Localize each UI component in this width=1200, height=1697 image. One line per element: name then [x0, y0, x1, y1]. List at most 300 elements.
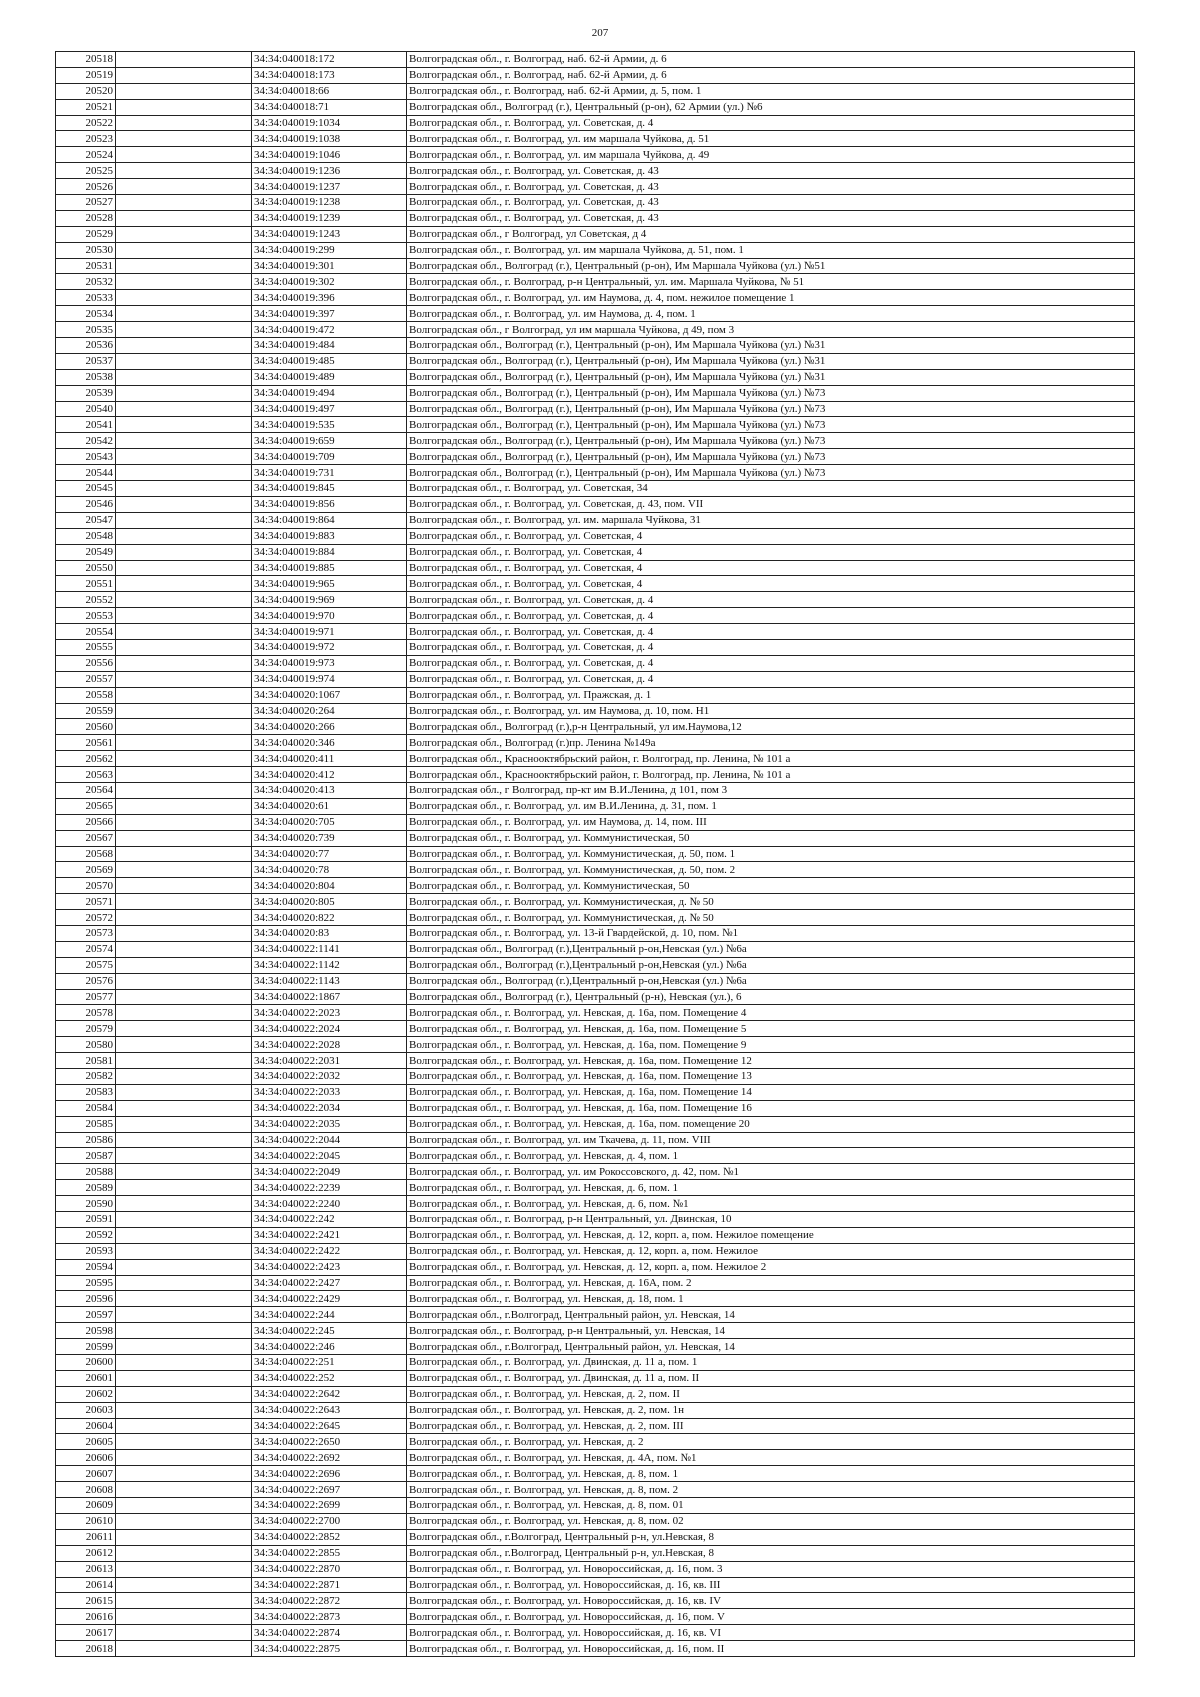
empty-cell — [116, 226, 252, 242]
table-row — [56, 274, 1135, 290]
table-row — [56, 1418, 1135, 1434]
cadastral-number-cell: 34:34:040022:242 — [252, 1212, 407, 1228]
table-row — [56, 1132, 1135, 1148]
empty-cell — [116, 147, 252, 163]
cadastral-number-cell: 34:34:040019:856 — [252, 496, 407, 512]
cadastral-number-cell: 34:34:040022:2429 — [252, 1291, 407, 1307]
address-cell: Волгоградская обл., г. Волгоград, ул. Невская, д. 4, пом. 1 — [407, 1148, 1135, 1164]
cadastral-number-cell: 34:34:040022:2423 — [252, 1259, 407, 1275]
address-cell: Волгоградская обл., Волгоград (г.), Центральный (р-он), Им Маршала Чуйкова (ул.) №31 — [407, 338, 1135, 354]
empty-cell — [116, 1100, 252, 1116]
row-number-cell: 20558 — [56, 687, 116, 703]
address-cell: Волгоградская обл., г. Волгоград, ул. им. маршала Чуйкова, 31 — [407, 512, 1135, 528]
empty-cell — [116, 592, 252, 608]
empty-cell — [116, 1370, 252, 1386]
empty-cell — [116, 608, 252, 624]
empty-cell — [116, 353, 252, 369]
row-number-cell: 20594 — [56, 1259, 116, 1275]
table-row — [56, 449, 1135, 465]
cadastral-number-cell: 34:34:040022:2642 — [252, 1386, 407, 1402]
cadastral-number-cell: 34:34:040019:972 — [252, 639, 407, 655]
address-cell: Волгоградская обл., г. Волгоград, ул. 13-й Гвардейской, д. 10, пом. №1 — [407, 925, 1135, 941]
empty-cell — [116, 1069, 252, 1085]
cadastral-number-cell: 34:34:040022:2700 — [252, 1513, 407, 1529]
table-row — [56, 560, 1135, 576]
row-number-cell: 20595 — [56, 1275, 116, 1291]
row-number-cell: 20546 — [56, 496, 116, 512]
empty-cell — [116, 878, 252, 894]
address-cell: Волгоградская обл., г. Волгоград, ул. Коммунистическая, д. 50, пом. 1 — [407, 846, 1135, 862]
row-number-cell: 20536 — [56, 338, 116, 354]
address-cell: Волгоградская обл., Волгоград (г.)пр. Ленина №149а — [407, 735, 1135, 751]
cadastral-number-cell: 34:34:040022:2044 — [252, 1132, 407, 1148]
empty-cell — [116, 624, 252, 640]
empty-cell — [116, 639, 252, 655]
address-cell: Волгоградская обл., г. Волгоград, р-н Центральный, ул. Невская, 14 — [407, 1323, 1135, 1339]
cadastral-number-cell: 34:34:040019:494 — [252, 385, 407, 401]
cadastral-number-cell: 34:34:040019:1237 — [252, 179, 407, 195]
address-cell: Волгоградская обл., г. Волгоград, ул. Советская, д. 43 — [407, 195, 1135, 211]
cadastral-number-cell: 34:34:040020:346 — [252, 735, 407, 751]
table-row — [56, 624, 1135, 640]
cadastral-number-cell: 34:34:040022:2650 — [252, 1434, 407, 1450]
table-row — [56, 1577, 1135, 1593]
table-row — [56, 1005, 1135, 1021]
table-row — [56, 878, 1135, 894]
table-row — [56, 1355, 1135, 1371]
empty-cell — [116, 258, 252, 274]
cadastral-number-cell: 34:34:040022:251 — [252, 1355, 407, 1371]
empty-cell — [116, 703, 252, 719]
empty-cell — [116, 369, 252, 385]
table-row — [56, 1450, 1135, 1466]
row-number-cell: 20578 — [56, 1005, 116, 1021]
cadastral-number-cell: 34:34:040019:299 — [252, 242, 407, 258]
address-cell: Волгоградская обл., Волгоград (г.),Центральный р-он,Невская (ул.) №6а — [407, 973, 1135, 989]
empty-cell — [116, 528, 252, 544]
table-row — [56, 1100, 1135, 1116]
cadastral-number-cell: 34:34:040020:822 — [252, 910, 407, 926]
cadastral-number-cell: 34:34:040022:2427 — [252, 1275, 407, 1291]
table-row — [56, 1402, 1135, 1418]
row-number-cell: 20616 — [56, 1609, 116, 1625]
table-row — [56, 131, 1135, 147]
address-cell: Волгоградская обл., г. Волгоград, ул. Коммунистическая, 50 — [407, 830, 1135, 846]
empty-cell — [116, 767, 252, 783]
row-number-cell: 20521 — [56, 99, 116, 115]
cadastral-number-cell: 34:34:040022:2028 — [252, 1037, 407, 1053]
cadastral-number-cell: 34:34:040019:1243 — [252, 226, 407, 242]
row-number-cell: 20611 — [56, 1529, 116, 1545]
address-cell: Волгоградская обл., Волгоград (г.),р-н Центральный, ул им.Наумова,12 — [407, 719, 1135, 735]
address-cell: Волгоградская обл., г.Волгоград, Центральный район, ул. Невская, 14 — [407, 1339, 1135, 1355]
cadastral-number-cell: 34:34:040022:2031 — [252, 1053, 407, 1069]
row-number-cell: 20518 — [56, 52, 116, 68]
table-row — [56, 989, 1135, 1005]
address-cell: Волгоградская обл., г. Волгоград, ул. Невская, д. 8, пом. 02 — [407, 1513, 1135, 1529]
row-number-cell: 20559 — [56, 703, 116, 719]
table-row — [56, 941, 1135, 957]
row-number-cell: 20571 — [56, 894, 116, 910]
cadastral-number-cell: 34:34:040019:731 — [252, 465, 407, 481]
row-number-cell: 20581 — [56, 1053, 116, 1069]
address-cell: Волгоградская обл., г. Волгоград, ул. им маршала Чуйкова, д. 49 — [407, 147, 1135, 163]
table-row — [56, 1291, 1135, 1307]
address-cell: Волгоградская обл., г. Волгоград, ул. Невская, д. 16а, пом. Помещение 14 — [407, 1084, 1135, 1100]
empty-cell — [116, 1148, 252, 1164]
address-cell: Волгоградская обл., г. Волгоград, ул. им маршала Чуйкова, д. 51, пом. 1 — [407, 242, 1135, 258]
address-cell: Волгоградская обл., Волгоград (г.), Центральный (р-он), Им Маршала Чуйкова (ул.) №73 — [407, 417, 1135, 433]
cadastral-number-cell: 34:34:040022:1867 — [252, 989, 407, 1005]
table-row — [56, 544, 1135, 560]
empty-cell — [116, 99, 252, 115]
table-row — [56, 1339, 1135, 1355]
row-number-cell: 20580 — [56, 1037, 116, 1053]
address-cell: Волгоградская обл., г. Волгоград, ул. Пражская, д. 1 — [407, 687, 1135, 703]
address-cell: Волгоградская обл., г. Волгоград, наб. 62-й Армии, д. 6 — [407, 67, 1135, 83]
row-number-cell: 20615 — [56, 1593, 116, 1609]
row-number-cell: 20614 — [56, 1577, 116, 1593]
address-cell: Волгоградская обл., г. Волгоград, ул. Невская, д. 2, пом. 1н — [407, 1402, 1135, 1418]
table-row — [56, 322, 1135, 338]
address-cell: Волгоградская обл., г. Волгоград, ул. Коммунистическая, д. 50, пом. 2 — [407, 862, 1135, 878]
empty-cell — [116, 210, 252, 226]
empty-cell — [116, 179, 252, 195]
table-row — [56, 1561, 1135, 1577]
address-cell: Волгоградская обл., г. Волгоград, ул. Новороссийская, д. 16, кв. IV — [407, 1593, 1135, 1609]
cadastral-number-cell: 34:34:040022:2035 — [252, 1116, 407, 1132]
row-number-cell: 20551 — [56, 576, 116, 592]
row-number-cell: 20529 — [56, 226, 116, 242]
table-row — [56, 814, 1135, 830]
empty-cell — [116, 401, 252, 417]
table-row — [56, 385, 1135, 401]
cadastral-number-cell: 34:34:040020:705 — [252, 814, 407, 830]
row-number-cell: 20566 — [56, 814, 116, 830]
empty-cell — [116, 751, 252, 767]
address-cell: Волгоградская обл., г. Волгоград, р-н Центральный, ул. им. Маршала Чуйкова, № 51 — [407, 274, 1135, 290]
empty-cell — [116, 925, 252, 941]
row-number-cell: 20527 — [56, 195, 116, 211]
empty-cell — [116, 735, 252, 751]
table-row — [56, 52, 1135, 68]
address-cell: Волгоградская обл., Волгоград (г.), Центральный (р-он), Им Маршала Чуйкова (ул.) №31 — [407, 353, 1135, 369]
empty-cell — [116, 195, 252, 211]
address-cell: Волгоградская обл., Краснооктябрьский район, г. Волгоград, пр. Ленина, № 101 а — [407, 767, 1135, 783]
row-number-cell: 20547 — [56, 512, 116, 528]
table-row — [56, 179, 1135, 195]
cadastral-number-cell: 34:34:040019:971 — [252, 624, 407, 640]
address-cell: Волгоградская обл., г. Волгоград, ул. Советская, д. 4 — [407, 592, 1135, 608]
cadastral-number-cell: 34:34:040022:2696 — [252, 1466, 407, 1482]
empty-cell — [116, 1625, 252, 1641]
address-cell: Волгоградская обл., г. Волгоград, ул. Невская, д. 2 — [407, 1434, 1135, 1450]
address-cell: Волгоградская обл., г. Волгоград, ул. Невская, д. 12, корп. а, пом. Нежилое 2 — [407, 1259, 1135, 1275]
table-row — [56, 639, 1135, 655]
cadastral-number-cell: 34:34:040022:2045 — [252, 1148, 407, 1164]
address-cell: Волгоградская обл., Волгоград (г.),Центральный р-он,Невская (ул.) №6а — [407, 957, 1135, 973]
table-row — [56, 401, 1135, 417]
row-number-cell: 20525 — [56, 163, 116, 179]
address-cell: Волгоградская обл., г. Волгоград, ул. Советская, д. 4 — [407, 639, 1135, 655]
empty-cell — [116, 1021, 252, 1037]
row-number-cell: 20583 — [56, 1084, 116, 1100]
empty-cell — [116, 862, 252, 878]
empty-cell — [116, 1212, 252, 1228]
table-row — [56, 1196, 1135, 1212]
cadastral-number-cell: 34:34:040019:302 — [252, 274, 407, 290]
address-cell: Волгоградская обл., г. Волгоград, ул. Советская, д. 4 — [407, 624, 1135, 640]
empty-cell — [116, 1513, 252, 1529]
empty-cell — [116, 1243, 252, 1259]
cadastral-number-cell: 34:34:040019:965 — [252, 576, 407, 592]
cadastral-number-cell: 34:34:040022:2873 — [252, 1609, 407, 1625]
cadastral-number-cell: 34:34:040019:883 — [252, 528, 407, 544]
cadastral-number-cell: 34:34:040019:1236 — [252, 163, 407, 179]
empty-cell — [116, 306, 252, 322]
address-cell: Волгоградская обл., г. Волгоград, ул. Советская, д. 4 — [407, 608, 1135, 624]
table-row — [56, 1641, 1135, 1657]
cadastral-number-cell: 34:34:040019:659 — [252, 433, 407, 449]
row-number-cell: 20550 — [56, 560, 116, 576]
registry-table — [55, 51, 1135, 1657]
address-cell: Волгоградская обл., г Волгоград, ул им маршала Чуйкова, д 49, пом 3 — [407, 322, 1135, 338]
address-cell: Волгоградская обл., г. Волгоград, ул. Советская, 4 — [407, 560, 1135, 576]
address-cell: Волгоградская обл., г. Волгоград, ул. Советская, д. 43, пом. VII — [407, 496, 1135, 512]
cadastral-number-cell: 34:34:040022:252 — [252, 1370, 407, 1386]
cadastral-number-cell: 34:34:040020:411 — [252, 751, 407, 767]
row-number-cell: 20593 — [56, 1243, 116, 1259]
table-row — [56, 1609, 1135, 1625]
cadastral-number-cell: 34:34:040018:172 — [252, 52, 407, 68]
table-row — [56, 1307, 1135, 1323]
empty-cell — [116, 83, 252, 99]
table-row — [56, 687, 1135, 703]
cadastral-number-cell: 34:34:040019:1038 — [252, 131, 407, 147]
empty-cell — [116, 1418, 252, 1434]
address-cell: Волгоградская обл., г. Волгоград, ул. Коммунистическая, д. № 50 — [407, 910, 1135, 926]
row-number-cell: 20553 — [56, 608, 116, 624]
row-number-cell: 20567 — [56, 830, 116, 846]
empty-cell — [116, 1323, 252, 1339]
empty-cell — [116, 1593, 252, 1609]
cadastral-number-cell: 34:34:040022:2692 — [252, 1450, 407, 1466]
row-number-cell: 20542 — [56, 433, 116, 449]
address-cell: Волгоградская обл., г. Волгоград, ул. Новороссийская, д. 16, пом. II — [407, 1641, 1135, 1657]
address-cell: Волгоградская обл., г. Волгоград, ул. Новороссийская, д. 16, пом. 3 — [407, 1561, 1135, 1577]
empty-cell — [116, 131, 252, 147]
row-number-cell: 20549 — [56, 544, 116, 560]
address-cell: Волгоградская обл., г.Волгоград, Центральный район, ул. Невская, 14 — [407, 1307, 1135, 1323]
table-row — [56, 910, 1135, 926]
table-row — [56, 1116, 1135, 1132]
address-cell: Волгоградская обл., г. Волгоград, ул. Невская, д. 16А, пом. 2 — [407, 1275, 1135, 1291]
cadastral-number-cell: 34:34:040019:885 — [252, 560, 407, 576]
cadastral-number-cell: 34:34:040022:2697 — [252, 1482, 407, 1498]
row-number-cell: 20606 — [56, 1450, 116, 1466]
cadastral-number-cell: 34:34:040019:1238 — [252, 195, 407, 211]
table-row — [56, 163, 1135, 179]
cadastral-number-cell: 34:34:040022:2874 — [252, 1625, 407, 1641]
row-number-cell: 20617 — [56, 1625, 116, 1641]
row-number-cell: 20522 — [56, 115, 116, 131]
table-row — [56, 655, 1135, 671]
cadastral-number-cell: 34:34:040020:412 — [252, 767, 407, 783]
row-number-cell: 20552 — [56, 592, 116, 608]
empty-cell — [116, 1402, 252, 1418]
address-cell: Волгоградская обл., г. Волгоград, ул. Новороссийская, д. 16, пом. V — [407, 1609, 1135, 1625]
cadastral-number-cell: 34:34:040018:173 — [252, 67, 407, 83]
address-cell: Волгоградская обл., г. Волгоград, ул. Невская, д. 4А, пом. №1 — [407, 1450, 1135, 1466]
cadastral-number-cell: 34:34:040020:77 — [252, 846, 407, 862]
empty-cell — [116, 115, 252, 131]
cadastral-number-cell: 34:34:040019:709 — [252, 449, 407, 465]
empty-cell — [116, 465, 252, 481]
table-row — [56, 925, 1135, 941]
table-row — [56, 369, 1135, 385]
row-number-cell: 20585 — [56, 1116, 116, 1132]
empty-cell — [116, 1275, 252, 1291]
row-number-cell: 20609 — [56, 1498, 116, 1514]
row-number-cell: 20557 — [56, 671, 116, 687]
row-number-cell: 20600 — [56, 1355, 116, 1371]
table-row — [56, 481, 1135, 497]
row-number-cell: 20587 — [56, 1148, 116, 1164]
address-cell: Волгоградская обл., г. Волгоград, р-н Центральный, ул. Двинская, 10 — [407, 1212, 1135, 1228]
empty-cell — [116, 1641, 252, 1657]
row-number-cell: 20554 — [56, 624, 116, 640]
empty-cell — [116, 496, 252, 512]
row-number-cell: 20589 — [56, 1180, 116, 1196]
cadastral-number-cell: 34:34:040022:2049 — [252, 1164, 407, 1180]
cadastral-number-cell: 34:34:040018:66 — [252, 83, 407, 99]
row-number-cell: 20531 — [56, 258, 116, 274]
empty-cell — [116, 1434, 252, 1450]
address-cell: Волгоградская обл., г. Волгоград, ул. Советская, д. 4 — [407, 671, 1135, 687]
row-number-cell: 20603 — [56, 1402, 116, 1418]
table-row — [56, 894, 1135, 910]
address-cell: Волгоградская обл., г. Волгоград, ул. Советская, 4 — [407, 576, 1135, 592]
row-number-cell: 20555 — [56, 639, 116, 655]
row-number-cell: 20599 — [56, 1339, 116, 1355]
address-cell: Волгоградская обл., г. Волгоград, ул. Невская, д. 8, пом. 01 — [407, 1498, 1135, 1514]
cadastral-number-cell: 34:34:040022:2643 — [252, 1402, 407, 1418]
row-number-cell: 20598 — [56, 1323, 116, 1339]
cadastral-number-cell: 34:34:040019:1239 — [252, 210, 407, 226]
empty-cell — [116, 1561, 252, 1577]
cadastral-number-cell: 34:34:040022:2240 — [252, 1196, 407, 1212]
row-number-cell: 20537 — [56, 353, 116, 369]
cadastral-number-cell: 34:34:040019:969 — [252, 592, 407, 608]
row-number-cell: 20524 — [56, 147, 116, 163]
table-row — [56, 1370, 1135, 1386]
row-number-cell: 20545 — [56, 481, 116, 497]
address-cell: Волгоградская обл., г. Волгоград, ул. Невская, д. 16а, пом. помещение 20 — [407, 1116, 1135, 1132]
row-number-cell: 20582 — [56, 1069, 116, 1085]
row-number-cell: 20586 — [56, 1132, 116, 1148]
table-row — [56, 1227, 1135, 1243]
row-number-cell: 20588 — [56, 1164, 116, 1180]
address-cell: Волгоградская обл., Волгоград (г.), Центральный (р-он), Им Маршала Чуйкова (ул.) №31 — [407, 369, 1135, 385]
empty-cell — [116, 941, 252, 957]
row-number-cell: 20612 — [56, 1545, 116, 1561]
row-number-cell: 20526 — [56, 179, 116, 195]
empty-cell — [116, 1529, 252, 1545]
row-number-cell: 20618 — [56, 1641, 116, 1657]
address-cell: Волгоградская обл., г. Волгоград, ул. Советская, д. 43 — [407, 179, 1135, 195]
row-number-cell: 20541 — [56, 417, 116, 433]
cadastral-number-cell: 34:34:040018:71 — [252, 99, 407, 115]
cadastral-number-cell: 34:34:040022:1141 — [252, 941, 407, 957]
table-row — [56, 99, 1135, 115]
table-row — [56, 1037, 1135, 1053]
cadastral-number-cell: 34:34:040022:2645 — [252, 1418, 407, 1434]
row-number-cell: 20544 — [56, 465, 116, 481]
address-cell: Волгоградская обл., Краснооктябрьский район, г. Волгоград, пр. Ленина, № 101 а — [407, 751, 1135, 767]
empty-cell — [116, 830, 252, 846]
cadastral-number-cell: 34:34:040019:973 — [252, 655, 407, 671]
table-row — [56, 973, 1135, 989]
cadastral-number-cell: 34:34:040019:484 — [252, 338, 407, 354]
empty-cell — [116, 576, 252, 592]
address-cell: Волгоградская обл., г. Волгоград, ул. Двинская, д. 11 а, пом. II — [407, 1370, 1135, 1386]
cadastral-number-cell: 34:34:040019:497 — [252, 401, 407, 417]
address-cell: Волгоградская обл., г. Волгоград, ул. Советская, 4 — [407, 544, 1135, 560]
table-row — [56, 226, 1135, 242]
table-row — [56, 496, 1135, 512]
address-cell: Волгоградская обл., г. Волгоград, ул. Коммунистическая, 50 — [407, 878, 1135, 894]
row-number-cell: 20584 — [56, 1100, 116, 1116]
empty-cell — [116, 1482, 252, 1498]
row-number-cell: 20607 — [56, 1466, 116, 1482]
empty-cell — [116, 1164, 252, 1180]
cadastral-number-cell: 34:34:040022:2032 — [252, 1069, 407, 1085]
empty-cell — [116, 1227, 252, 1243]
address-cell: Волгоградская обл., г. Волгоград, ул. Советская, д. 4 — [407, 655, 1135, 671]
empty-cell — [116, 1291, 252, 1307]
address-cell: Волгоградская обл., Волгоград (г.),Центральный р-он,Невская (ул.) №6а — [407, 941, 1135, 957]
row-number-cell: 20539 — [56, 385, 116, 401]
row-number-cell: 20572 — [56, 910, 116, 926]
cadastral-number-cell: 34:34:040022:2421 — [252, 1227, 407, 1243]
address-cell: Волгоградская обл., г. Волгоград, ул. Новороссийская, д. 16, кв. VI — [407, 1625, 1135, 1641]
address-cell: Волгоградская обл., г. Волгоград, ул. Невская, д. 16а, пом. Помещение 13 — [407, 1069, 1135, 1085]
table-row — [56, 1275, 1135, 1291]
address-cell: Волгоградская обл., г. Волгоград, ул. им Наумова, д. 14, пом. III — [407, 814, 1135, 830]
cadastral-number-cell: 34:34:040019:535 — [252, 417, 407, 433]
table-row — [56, 1545, 1135, 1561]
empty-cell — [116, 1132, 252, 1148]
empty-cell — [116, 1005, 252, 1021]
address-cell: Волгоградская обл., Волгоград (г.), Центральный (р-он), 62 Армии (ул.) №6 — [407, 99, 1135, 115]
cadastral-number-cell: 34:34:040020:78 — [252, 862, 407, 878]
empty-cell — [116, 1053, 252, 1069]
address-cell: Волгоградская обл., г. Волгоград, ул. Новороссийская, д. 16, кв. III — [407, 1577, 1135, 1593]
row-number-cell: 20602 — [56, 1386, 116, 1402]
address-cell: Волгоградская обл., г. Волгоград, ул. Советская, 4 — [407, 528, 1135, 544]
address-cell: Волгоградская обл., Волгоград (г.), Центральный (р-он), Им Маршала Чуйкова (ул.) №73 — [407, 433, 1135, 449]
table-row — [56, 862, 1135, 878]
table-row — [56, 338, 1135, 354]
empty-cell — [116, 385, 252, 401]
address-cell: Волгоградская обл., Волгоград (г.), Центральный (р-он), Им Маршала Чуйкова (ул.) №73 — [407, 401, 1135, 417]
empty-cell — [116, 1498, 252, 1514]
table-row — [56, 1529, 1135, 1545]
table-row — [56, 210, 1135, 226]
cadastral-number-cell: 34:34:040019:472 — [252, 322, 407, 338]
cadastral-number-cell: 34:34:040022:2023 — [252, 1005, 407, 1021]
table-row — [56, 115, 1135, 131]
